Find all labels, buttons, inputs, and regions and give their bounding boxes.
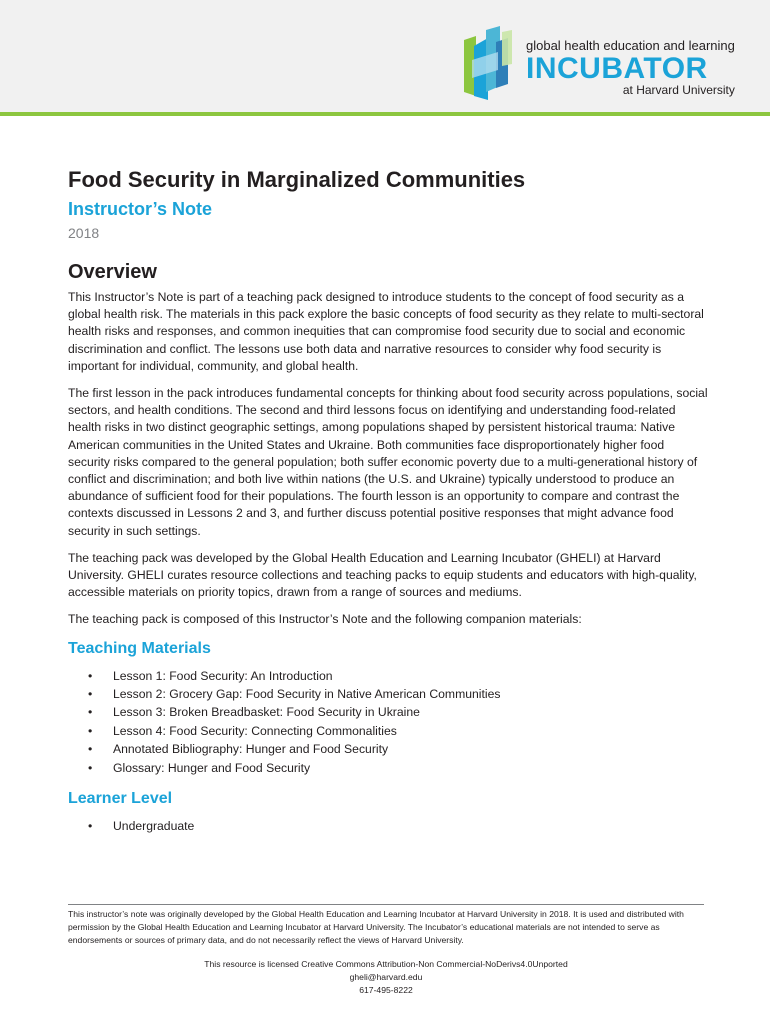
list-item-text: Lesson 3: Broken Breadbasket: Food Security in Ukraine <box>113 705 420 720</box>
list-item <box>68 703 708 721</box>
bullet-icon: • <box>88 742 93 757</box>
document-subtitle: Instructor’s Note <box>68 199 213 219</box>
list-item <box>68 759 708 777</box>
footer-license: This resource is licensed Creative Commons Attribution-Non Commercial-NoDerivs4.0Unported <box>204 959 568 969</box>
logo-mark-icon <box>458 26 520 104</box>
footer-phone: 617-495-8222 <box>359 985 413 995</box>
list-item <box>68 740 708 758</box>
list-item <box>68 722 708 740</box>
logo-line-2: INCUBATOR <box>526 52 708 85</box>
learner-level-heading: Learner Level <box>68 790 173 808</box>
logo-line-3: at Harvard University <box>622 83 735 97</box>
list-item-text: Lesson 4: Food Security: Connecting Commonalities <box>113 723 397 738</box>
overview-heading: Overview <box>68 261 157 283</box>
teaching-materials-list <box>68 667 708 777</box>
footer-contact <box>68 958 704 997</box>
bullet-icon: • <box>88 723 93 738</box>
learner-level-list <box>68 817 708 835</box>
document-body <box>68 166 708 836</box>
bullet-icon: • <box>88 668 93 683</box>
bullet-icon: • <box>88 705 93 720</box>
page-header <box>0 0 770 116</box>
bullet-icon: • <box>88 687 93 702</box>
list-item <box>68 667 708 685</box>
overview-paragraph: The teaching pack is composed of this Instructor’s Note and the following companion materials: <box>68 612 582 627</box>
list-item-text: Lesson 2: Grocery Gap: Food Security in Native American Communities <box>113 687 501 702</box>
document-year: 2018 <box>68 225 100 241</box>
logo-line-1: global health education and learning <box>526 38 735 53</box>
document-title: Food Security in Marginalized Communities <box>68 167 526 192</box>
overview-paragraph: The teaching pack was developed by the Global Health Education and Learning Incubator (GHELI) at Harvard University. GHELI curates resource collections and teaching packs to equip students and educators with high-quality, accessible materials on priority topics, drawn from a range of sources and mediums. <box>68 550 697 600</box>
footer-divider <box>68 904 704 905</box>
list-item <box>68 685 708 703</box>
list-item-text: Undergraduate <box>113 819 195 834</box>
overview-paragraph: This Instructor’s Note is part of a teaching pack designed to introduce students to the concept of food security as a global health risk. The materials in this pack explore the basic concepts of food security as they relate to multi-sectoral health risks and responses, and common inequities that can compromise food security due to social and economic discrimination and conflict. The lessons use both data and narrative resources to consider why food security is important for individual, community, and global health. <box>68 290 704 373</box>
bullet-icon: • <box>88 819 93 834</box>
list-item-text: Lesson 1: Food Security: An Introduction <box>113 668 333 683</box>
gheli-logo <box>458 26 735 106</box>
list-item-text: Annotated Bibliography: Hunger and Food Security <box>113 742 389 757</box>
bullet-icon: • <box>88 760 93 775</box>
footer-email: gheli@harvard.edu <box>349 972 423 982</box>
list-item-text: Glossary: Hunger and Food Security <box>113 760 311 775</box>
list-item <box>68 817 708 835</box>
overview-paragraph: The first lesson in the pack introduces fundamental concepts for thinking about food security across populations, social sectors, and health conditions. The second and third lessons focus on identifying and understanding food-related health risks in two distinct geographic settings, among populations shaped by persistent historical trauma: Native American communities in the United States and Ukraine. Both communities face disproportionately higher food security risks compared to the general population; both suffer economic poverty due to a multi-generational history of conflict and discrimination; and both live within nations (the U.S. and Ukraine) typically understood to produce an abundance of sufficient food for their populations. The fourth lesson is an opportunity to compare and contrast the contexts discussed in Lessons 2 and 3, and further discuss potential positive responses that might advance food security in such settings. <box>68 386 708 538</box>
footer-note: This instructor’s note was originally developed by the Global Health Education and Learning Incubator at Harvard University in 2018. It is used and distributed with permission by the Global Health Education and Learning Incubator at Harvard University. The Incubator’s educational materials are not intended to serve as endorsements or sources of primary data, and do not necessarily reflect the views of Harvard University. <box>68 909 684 945</box>
teaching-materials-heading: Teaching Materials <box>68 639 211 657</box>
